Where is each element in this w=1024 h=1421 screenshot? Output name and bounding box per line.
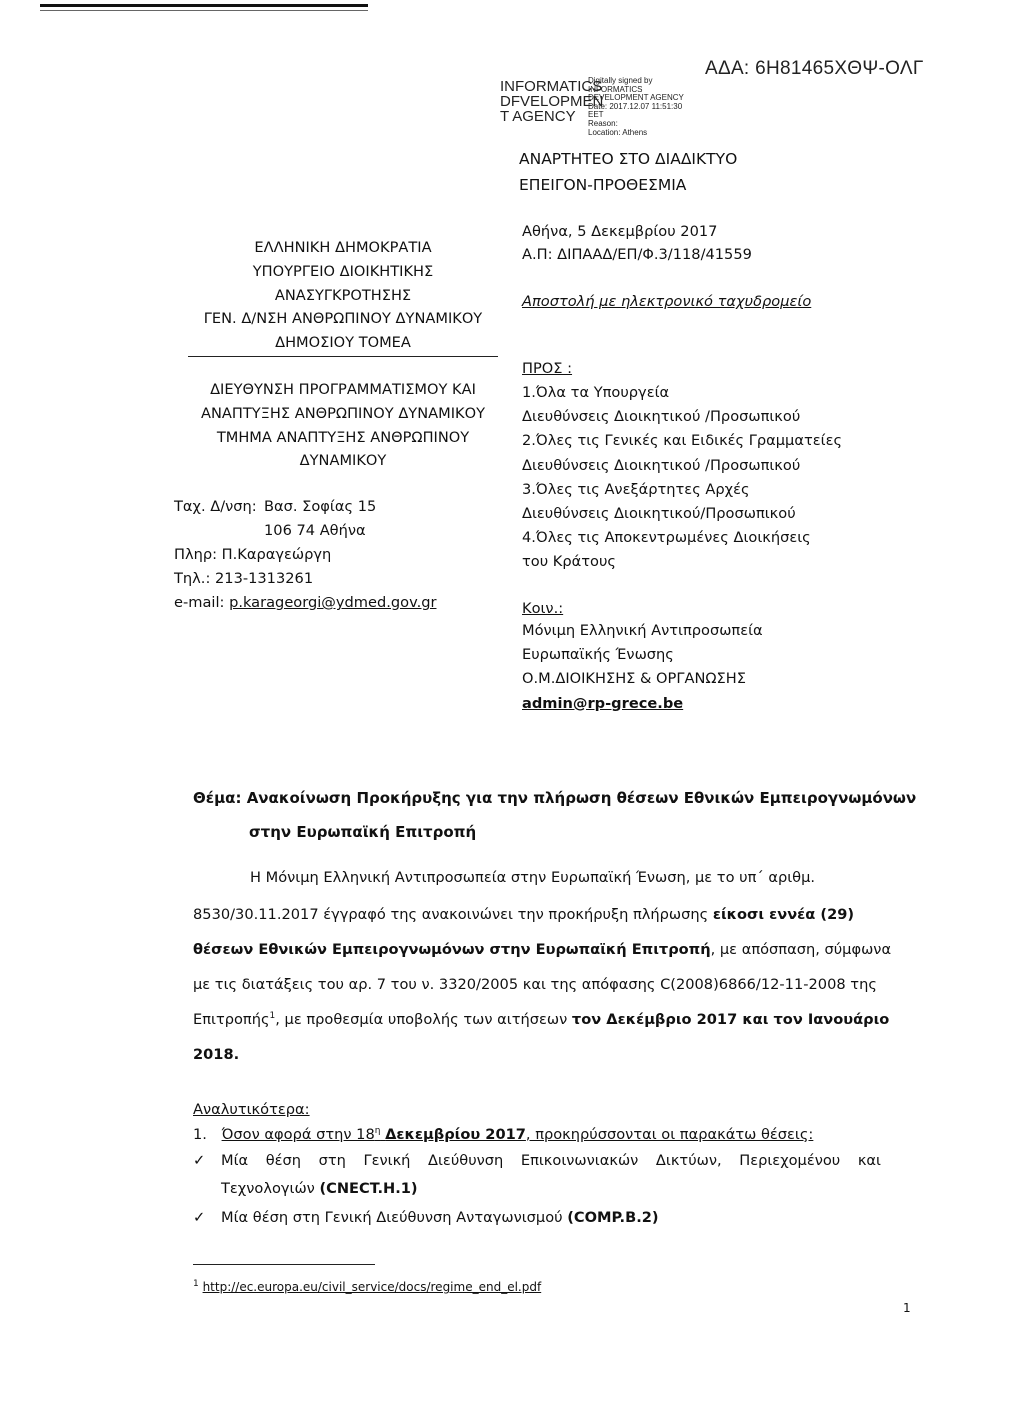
signature-detail-line: EET [588, 110, 604, 120]
body-line: 2018. [193, 1046, 240, 1063]
subject-line-2: στην Ευρωπαϊκή Επιτροπή [249, 823, 477, 841]
subject-line-1 [193, 789, 916, 807]
cc-line: Μόνιμη Ελληνική Αντιπροσωπεία [522, 622, 763, 639]
signature-detail-line: DEVELOPMENT AGENCY [588, 93, 684, 103]
directorate-line: ΤΜΗΜΑ ΑΝΑΠΤΥΞΗΣ ΑΝΘΡΩΠΙΝΟΥ [216, 428, 470, 446]
recipient-line: 2.Όλες τις Γενικές και Ειδικές Γραμματείες [522, 432, 843, 450]
signature-details [588, 77, 684, 137]
ministry-line: ΕΛΛΗΝΙΚΗ ΔΗΜΟΚΡΑΤΙΑ [254, 239, 432, 256]
body-line [193, 1011, 889, 1028]
directorate-line: ΔΥΝΑΜΙΚΟΥ [299, 452, 387, 470]
signature-org-line: DFVELOPMEN [500, 93, 604, 110]
recipient-line: Διευθύνσεις Διοικητικού/Προσωπικού [522, 505, 796, 523]
details-heading: Αναλυτικότερα: [193, 1101, 310, 1118]
position-text-cont [221, 1180, 418, 1197]
ministry-line: ΥΠΟΥΡΓΕΙΟ ΔΙΟΙΚΗΤΙΚΗΣ [252, 262, 434, 280]
scan-top-bar [40, 4, 368, 7]
scan-top-rule [40, 10, 368, 11]
footnote-divider [193, 1264, 375, 1265]
address-city: 106 74 Αθήνα [264, 522, 366, 539]
recipient-line: 3.Όλες τις Ανεξάρτητες Αρχές [522, 480, 750, 498]
body-line [193, 941, 891, 958]
directorate-line: ΑΝΑΠΤΥΞΗΣ ΑΝΘΡΩΠΙΝΟΥ ΔΥΝΑΜΙΚΟΥ [201, 404, 485, 422]
ministry-line: ΑΝΑΣΥΓΚΡΟΤΗΣΗΣ [274, 286, 412, 304]
body-line: με τις διατάξεις του αρ. 7 του ν. 3320/2005 και της απόφασης C(2008)6866/12-11-2008 της [193, 976, 877, 993]
letterhead-divider [188, 356, 498, 357]
item-date: Δεκεμβρίου 2017 [385, 1126, 526, 1143]
body-text: Επιτροπής [193, 1011, 270, 1028]
recipient-line: Διευθύνσεις Διοικητικού /Προσωπικού [522, 456, 801, 474]
ministry-line: ΓΕΝ. Δ/ΝΣΗ ΑΝΘΡΩΠΙΝΟΥ ΔΥΝΑΜΙΚΟΥ [203, 310, 483, 328]
signature-detail-line: Digitally signed by [588, 76, 653, 85]
address-label: Ταχ. Δ/νση: [174, 498, 257, 515]
body-line: Η Μόνιμη Ελληνική Αντιπροσωπεία στην Ευρωπαϊκή Ένωση, με το υπ΄ αριθμ. [250, 869, 816, 886]
signature-detail-line: Reason: [588, 118, 618, 128]
directorate-heading [173, 378, 513, 473]
phone: Τηλ.: 213-1313261 [174, 570, 314, 587]
email-label: e-mail: [174, 594, 225, 611]
cc-email-link[interactable]: admin@rp-grece.be [522, 694, 684, 712]
address-line: Βασ. Σοφίας 15 [264, 498, 377, 515]
signature-detail-line: Location: Athens [588, 127, 648, 137]
recipients-list [522, 381, 842, 575]
item-intro [222, 1126, 814, 1143]
footnote [193, 1279, 541, 1294]
signature-org-line: INFORMATICS [500, 78, 603, 95]
body-text: , με απόσπαση, σύμφωνα [710, 941, 892, 958]
protocol-number: Α.Π: ΔΙΠΑΑΔ/ΕΠ/Φ.3/118/41559 [522, 246, 752, 263]
body-text-bold: είκοσι εννέα (29) [712, 906, 855, 923]
item-text: Όσον αφορά στην 18 [221, 1126, 375, 1143]
signature-detail-line: INFORMATICS [588, 84, 643, 94]
position-code: (COMP.B.2) [567, 1209, 659, 1226]
footnote-mark: 1 [193, 1279, 199, 1289]
cc-label: Κοιν.: [522, 600, 564, 617]
details-item [193, 1126, 813, 1143]
ministry-heading [173, 236, 513, 355]
checkmark-icon: ✓ [193, 1209, 206, 1226]
posting-notice-line: ΕΠΕΙΓΟΝ-ΠΡΟΘΕΣΜΙΑ [519, 176, 687, 194]
ministry-line: ΔΗΜΟΣΙΟΥ ΤΟΜΕΑ [275, 334, 411, 352]
recipient-line: 4.Όλες τις Αποκεντρωμένες Διοικήσεις [522, 529, 811, 547]
signature-org-line: T AGENCY [500, 108, 576, 125]
cc-line: Ο.Μ.ΔΙΟΙΚΗΣΗΣ & ΟΡΓΑΝΩΣΗΣ [522, 670, 746, 688]
email-row [174, 591, 436, 615]
position-text-2 [221, 1209, 659, 1226]
footnote-link[interactable]: http://ec.europa.eu/civil_service/docs/regime_end_el.pdf [202, 1280, 542, 1294]
subject-label: Θέμα: [193, 789, 242, 807]
to-label: ΠΡΟΣ : [522, 360, 573, 377]
recipient-line: του Κράτους [522, 553, 616, 571]
position-bullet [193, 1152, 205, 1169]
body-text: , με προθεσμία υποβολής των αιτήσεων [275, 1011, 572, 1028]
date: Αθήνα, 5 Δεκεμβρίου 2017 [522, 223, 718, 240]
footnote-ref[interactable]: 1 [269, 1011, 276, 1022]
posting-notice [519, 146, 737, 198]
position-code: (CNECT.H.1) [319, 1180, 418, 1197]
recipient-line: Διευθύνσεις Διοικητικού /Προσωπικού [522, 408, 801, 426]
ada-code: ΑΔΑ: 6Η81465ΧΘΨ-ΟΛΓ [705, 58, 924, 79]
item-text: , προκηρύσσονται οι παρακάτω θέσεις: [525, 1126, 814, 1143]
signature-detail-line: Date: 2017.12.07 11:51:30 [588, 101, 683, 111]
position-text: Μία θέση στη Γενική Διεύθυνση Ανταγωνισμού [221, 1209, 568, 1226]
checkmark-icon: ✓ [193, 1152, 206, 1169]
position-text: Τεχνολογιών [221, 1180, 320, 1197]
body-line [193, 906, 854, 923]
recipient-line: 1.Όλα τα Υπουργεία [522, 384, 670, 401]
directorate-line: ΔΙΕΥΘΥΝΣΗ ΠΡΟΓΡΑΜΜΑΤΙΣΜΟΥ ΚΑΙ [210, 381, 476, 398]
item-ordinal: η [374, 1126, 381, 1137]
subject-text: Ανακοίνωση Προκήρυξης για την πλήρωση θέσεων Εθνικών Εμπειρογνωμόνων [246, 789, 917, 807]
cc-list [522, 619, 763, 716]
cc-line: Ευρωπαϊκής Ένωσης [522, 646, 674, 664]
contact-person: Πληρ: Π.Καραγεώργη [174, 546, 332, 563]
body-text-bold: τον Δεκέμβριο 2017 και τον Ιανουάριο [571, 1011, 890, 1028]
body-text: 8530/30.11.2017 έγγραφό της ανακοινώνει την προκήρυξη πλήρωσης [193, 906, 713, 923]
item-number: 1. [193, 1126, 207, 1143]
delivery-method: Αποστολή με ηλεκτρονικό ταχυδρομείο [522, 293, 812, 310]
position-bullet [193, 1209, 205, 1226]
page-number: 1 [903, 1301, 911, 1315]
posting-notice-line: ΑΝΑΡΤΗΤΕΟ ΣΤΟ ΔΙΑΔΙΚΤΥΟ [519, 150, 738, 168]
position-text: Μία θέση στη Γενική Διεύθυνση Επικοινωνιακών Δικτύων, Περιεχομένου και [221, 1152, 881, 1169]
email-link[interactable]: p.karageorgi@ydmed.gov.gr [229, 594, 437, 611]
body-text-bold: θέσεων Εθνικών Εμπειρογνωμόνων στην Ευρωπαϊκή Επιτροπή [193, 941, 711, 958]
